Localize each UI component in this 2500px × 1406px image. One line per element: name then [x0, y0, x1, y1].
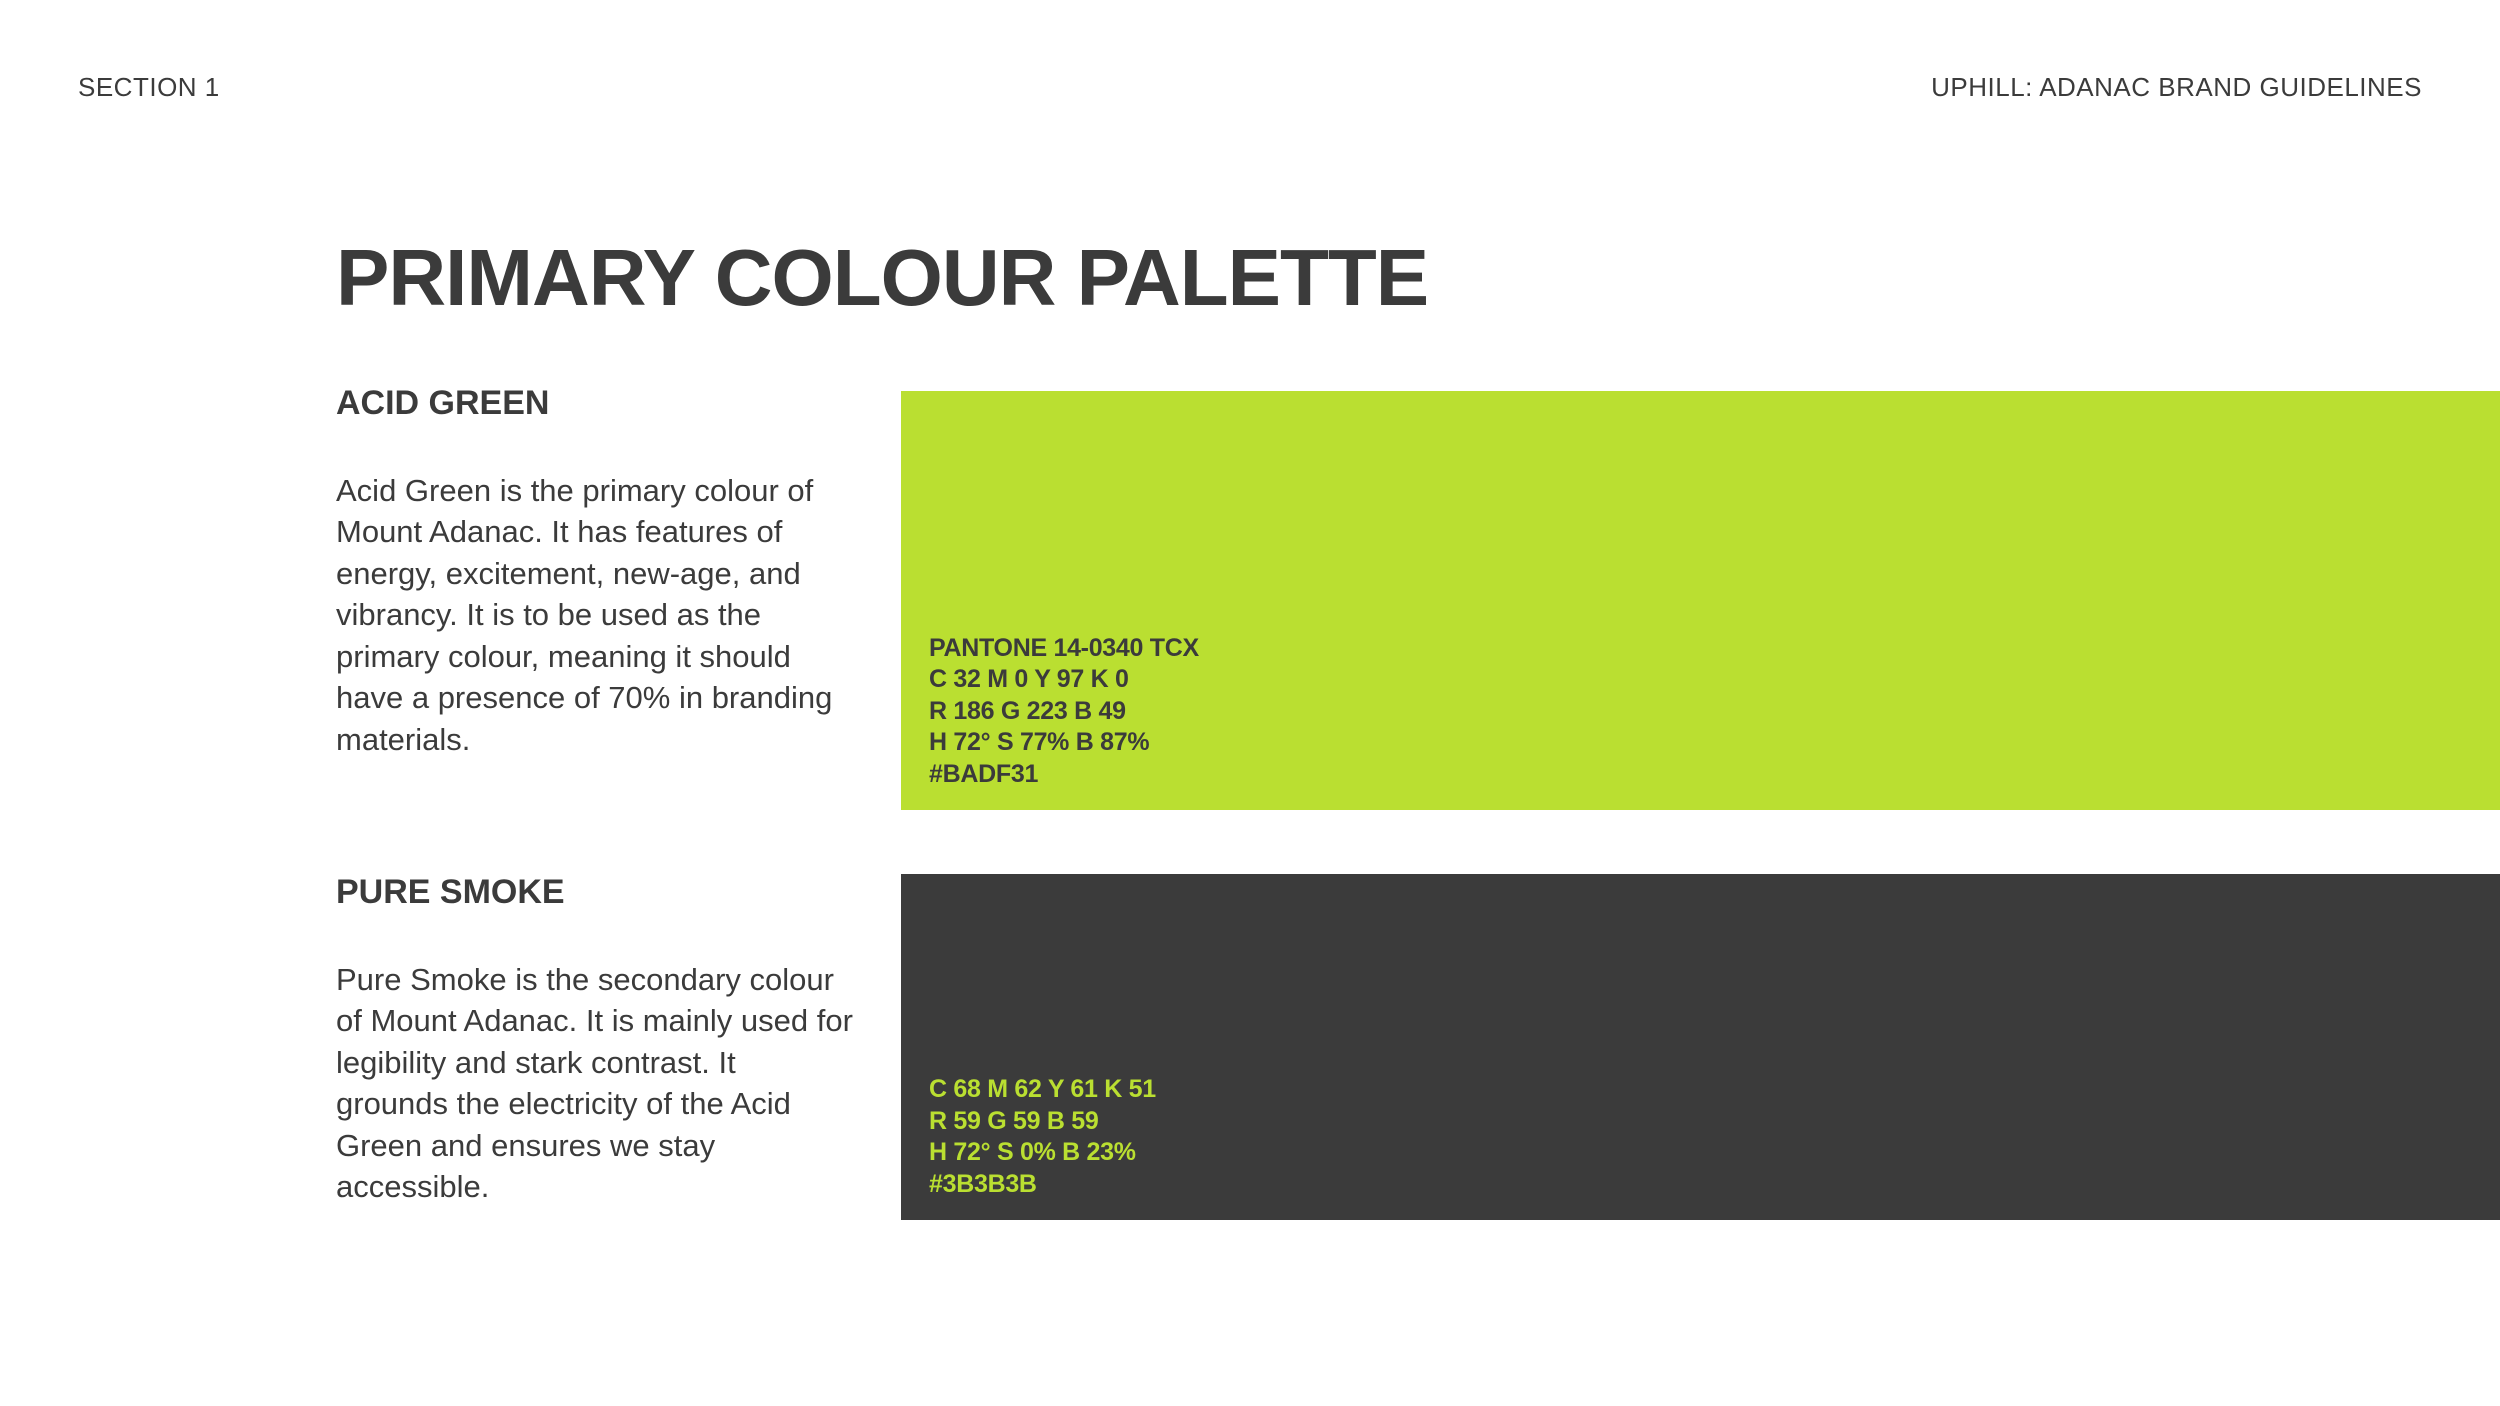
section-label: SECTION 1 — [78, 72, 220, 102]
color-block-pure-smoke — [336, 872, 2500, 1220]
spec-cmyk: C 32 M 0 Y 97 K 0 — [929, 665, 1129, 693]
color-description — [336, 872, 856, 1208]
page-title: PRIMARY COLOUR PALETTE — [336, 233, 1429, 322]
spec-rgb: R 186 G 223 B 49 — [929, 696, 1126, 725]
color-swatch — [901, 874, 2500, 1220]
color-name: ACID GREEN — [336, 384, 550, 422]
color-specs — [929, 633, 1199, 791]
color-block-acid-green — [336, 383, 2500, 810]
spec-hex: #BADF31 — [929, 759, 1039, 788]
spec-hex: #3B3B3B — [929, 1169, 1037, 1198]
spec-hsb: H 72° S 0% B 23% — [929, 1138, 1136, 1166]
color-name: PURE SMOKE — [336, 873, 565, 911]
color-specs — [929, 1074, 1156, 1200]
spec-pantone: PANTONE 14-0340 TCX — [929, 633, 1199, 662]
spec-cmyk: C 68 M 62 Y 61 K 51 — [929, 1075, 1156, 1103]
color-description-text: Pure Smoke is the secondary colour of Mount Adanac. It is mainly used for legibility and stark contrast. It grounds the electricity of the Acid Green and ensures we stay accessible. — [336, 961, 853, 1205]
document-title: UPHILL: ADANAC BRAND GUIDELINES — [1931, 72, 2422, 102]
spec-hsb: H 72° S 77% B 87% — [929, 728, 1150, 756]
color-description — [336, 383, 856, 760]
color-description-text: Acid Green is the primary colour of Mount Adanac. It has features of energy, excitement, new-age, and vibrancy. It is to be used as the primary colour, meaning it should have a presence of 70% in branding materials. — [336, 472, 833, 757]
color-swatch — [901, 391, 2500, 810]
spec-rgb: R 59 G 59 B 59 — [929, 1106, 1099, 1135]
